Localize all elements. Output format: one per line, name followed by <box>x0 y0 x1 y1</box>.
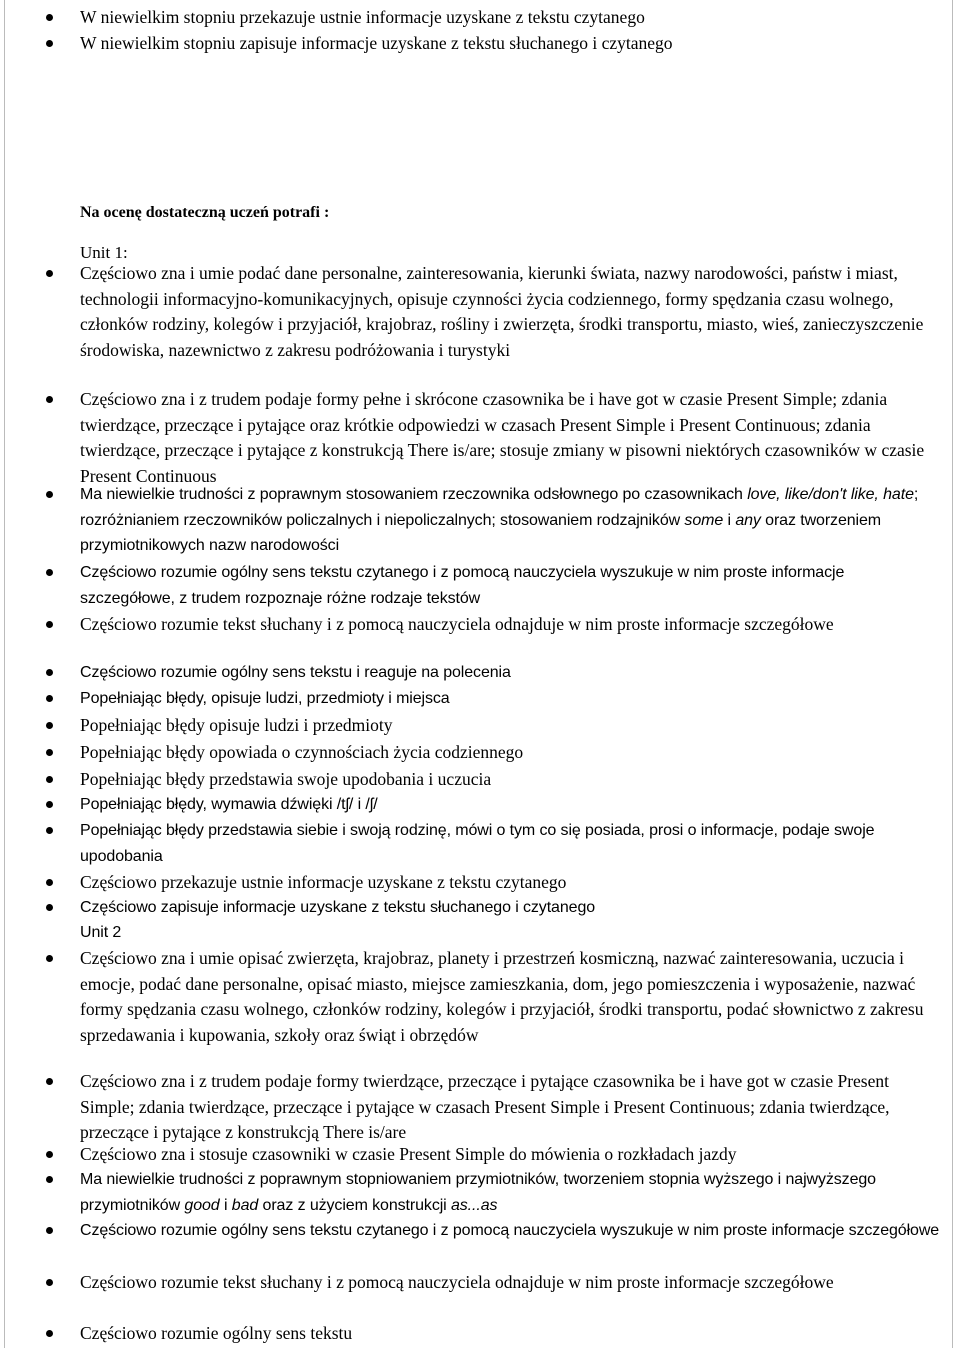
list-item: Częściowo zna i z trudem podaje formy twierdzące, przeczące i pytające czasownika be i have got w czasie Present Simple; zdania twierdzące, przeczące i pytające w czasach Present Simple i Present Continuous; zdania twierdzące, przeczące i pytające z konstrukcją There is/are <box>80 1069 940 1146</box>
bullet-icon <box>46 569 53 576</box>
list-item: Częściowo rozumie tekst słuchany i z pomocą nauczyciela odnajduje w nim proste informacje szczegółowe <box>80 1270 940 1296</box>
page-border-right <box>952 0 953 1348</box>
bullet-icon <box>46 955 53 962</box>
list-item: Częściowo rozumie ogólny sens tekstu i reaguje na polecenia <box>80 660 940 686</box>
bullet-icon <box>46 1176 53 1183</box>
list-item: Częściowo zna i umie podać dane personalne, zainteresowania, kierunki świata, nazwy narodowości, państw i miast, technologii informacyjno-komunikacyjnych, opisuje czynności życia codziennego, formy spędzania czasu wolnego, członków rodziny, kolegów i przyjaciół, krajobraz, rośliny i zwierzęta, środki transportu, miasto, wieś, zanieczyszczenie środowiska, nazewnictwo z zakresu podróżowania i turystyki <box>80 261 940 363</box>
bullet-icon <box>46 776 53 783</box>
page-border-left <box>4 0 5 1348</box>
bullet-icon <box>46 1279 53 1286</box>
list-item: Ma niewielkie trudności z poprawnym stosowaniem rzeczownika odsłownego po czasownikach love, like/don't like, hate; rozróżnianiem rzeczowników policzalnych i niepoliczalnych; stosowaniem rodzajników some i any oraz tworzeniem przymiotnikowych nazw narodowości <box>80 482 940 559</box>
bullet-icon <box>46 621 53 628</box>
bullet-icon <box>46 669 53 676</box>
list-item: Częściowo zna i stosuje czasowniki w czasie Present Simple do mówienia o rozkładach jazdy <box>80 1142 940 1168</box>
list-item: Częściowo rozumie ogólny sens tekstu czytanego i z pomocą nauczyciela wyszukuje w nim proste informacje szczegółowe <box>80 1218 940 1244</box>
list-item: Popełniając błędy opisuje ludzi i przedmioty <box>80 713 940 739</box>
list-item: Popełniając błędy, opisuje ludzi, przedmioty i miejsca <box>80 686 940 712</box>
unit-heading: Unit 2 <box>80 924 122 941</box>
bullet-icon <box>46 491 53 498</box>
bullet-icon <box>46 879 53 886</box>
list-item: Częściowo rozumie ogólny sens tekstu czytanego i z pomocą nauczyciela wyszukuje w nim proste informacje szczegółowe, z trudem rozpoznaje różne rodzaje tekstów <box>80 560 940 611</box>
list-item: Ma niewielkie trudności z poprawnym stopniowaniem przymiotników, tworzeniem stopnia wyższego i najwyższego przymiotników good i bad oraz z użyciem konstrukcji as...as <box>80 1167 940 1218</box>
bullet-icon <box>46 14 53 21</box>
list-item: Popełniając błędy, wymawia dźwięki /tʃ/ i /ʃ/ <box>80 792 940 818</box>
bullet-icon <box>46 396 53 403</box>
list-item: Częściowo zna i umie opisać zwierzęta, krajobraz, planety i przestrzeń kosmiczną, nazwać zainteresowania, uczucia i emocje, podać dane personalne, opisać miasto, miejsce zamieszkania, dom, jego pomieszczenia i wyposażenie, nazwać formy spędzania czasu wolnego, członków rodziny, kolegów i przyjaciół, środki transportu, podać słownictwo z zakresu sprzedawania i kupowania, szkoły oraz świąt i obrzędów <box>80 946 940 1048</box>
list-item: Częściowo zna i z trudem podaje formy pełne i skrócone czasownika be i have got w czasie Present Simple; zdania twierdzące, przeczące i pytające oraz krótkie odpowiedzi w czasach Present Simple i Present Continuous; zdania twierdzące, przeczące i pytające z konstrukcją There is/are; stosuje zmiany w pisowni niektórych czasowników w czasie Present Continuous <box>80 387 940 489</box>
list-item: Częściowo przekazuje ustnie informacje uzyskane z tekstu czytanego <box>80 870 940 896</box>
bullet-icon <box>46 749 53 756</box>
bullet-icon <box>46 1227 53 1234</box>
list-item: W niewielkim stopniu zapisuje informacje uzyskane z tekstu słuchanego i czytanego <box>80 31 940 57</box>
list-item: Popełniając błędy przedstawia swoje upodobania i uczucia <box>80 767 940 793</box>
bullet-icon <box>46 827 53 834</box>
bullet-icon <box>46 270 53 277</box>
section-title: Na ocenę dostateczną uczeń potrafi : <box>80 204 330 221</box>
list-item: Częściowo zapisuje informacje uzyskane z tekstu słuchanego i czytanego <box>80 895 940 921</box>
bullet-icon <box>46 801 53 808</box>
list-item: W niewielkim stopniu przekazuje ustnie informacje uzyskane z tekstu czytanego <box>80 5 940 31</box>
list-item: Popełniając błędy opowiada o czynnościach życia codziennego <box>80 740 940 766</box>
bullet-icon <box>46 40 53 47</box>
list-item: Częściowo rozumie tekst słuchany i z pomocą nauczyciela odnajduje w nim proste informacje szczegółowe <box>80 612 940 638</box>
bullet-icon <box>46 1078 53 1085</box>
bullet-icon <box>46 1151 53 1158</box>
bullet-icon <box>46 722 53 729</box>
bullet-icon <box>46 1330 53 1337</box>
unit-heading: Unit 1: <box>80 243 128 262</box>
list-item: Częściowo rozumie ogólny sens tekstu <box>80 1321 940 1347</box>
bullet-icon <box>46 904 53 911</box>
bullet-icon <box>46 695 53 702</box>
list-item: Popełniając błędy przedstawia siebie i swoją rodzinę, mówi o tym co się posiada, prosi o informacje, podaje swoje upodobania <box>80 818 940 869</box>
